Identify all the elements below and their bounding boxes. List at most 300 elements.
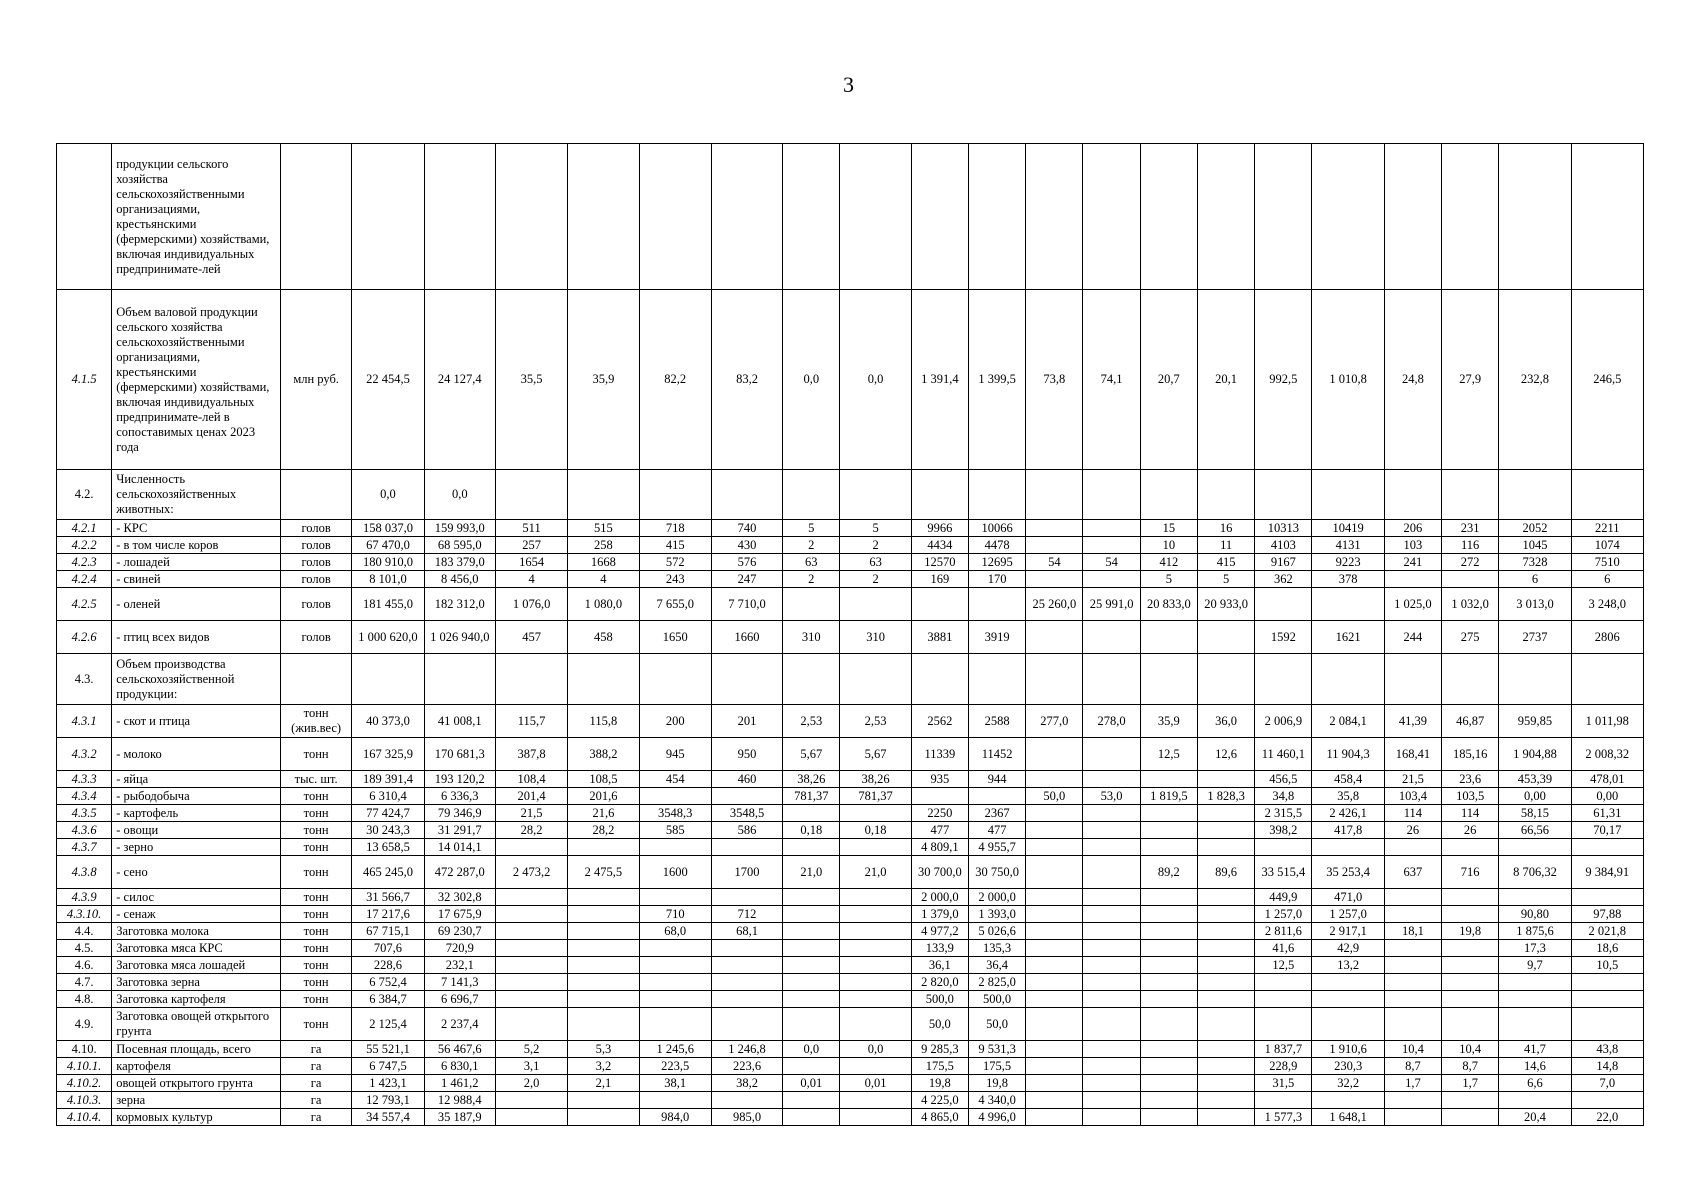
- unit-cell: га: [280, 1041, 351, 1058]
- unit-cell: тонн: [280, 822, 351, 839]
- value-cell: 430: [711, 537, 782, 554]
- value-cell: [1083, 839, 1140, 856]
- value-cell: [1197, 957, 1254, 974]
- value-cell: 158 037,0: [352, 520, 424, 537]
- value-cell: [1197, 889, 1254, 906]
- value-cell: [1197, 1008, 1254, 1041]
- value-cell: 945: [639, 738, 711, 771]
- value-cell: 1592: [1255, 621, 1312, 654]
- value-cell: [1026, 991, 1083, 1008]
- value-cell: 1 011,98: [1571, 705, 1643, 738]
- value-cell: [783, 1058, 840, 1075]
- value-cell: 1600: [639, 856, 711, 889]
- value-cell: [495, 470, 567, 520]
- value-cell: 12570: [911, 554, 968, 571]
- unit-cell: тонн (жив.вес): [280, 705, 351, 738]
- unit-cell: голов: [280, 554, 351, 571]
- value-cell: 24 127,4: [424, 290, 495, 470]
- value-cell: 2 473,2: [495, 856, 567, 889]
- unit-cell: га: [280, 1092, 351, 1109]
- value-cell: 2,53: [783, 705, 840, 738]
- value-cell: [639, 974, 711, 991]
- row-number-cell: 4.3.6: [57, 822, 112, 839]
- table-row: [57, 520, 1644, 537]
- value-cell: 944: [968, 771, 1025, 788]
- value-cell: [1384, 571, 1441, 588]
- row-label-cell: - зерно: [112, 839, 281, 856]
- row-label-cell: - оленей: [112, 588, 281, 621]
- value-cell: 458,4: [1312, 771, 1384, 788]
- value-cell: [1083, 1008, 1140, 1041]
- table-row: [57, 906, 1644, 923]
- value-cell: 12,5: [1140, 738, 1197, 771]
- value-cell: [639, 991, 711, 1008]
- value-cell: 4103: [1255, 537, 1312, 554]
- value-cell: 1 246,8: [711, 1041, 782, 1058]
- value-cell: 1 577,3: [1255, 1109, 1312, 1126]
- value-cell: 35,8: [1312, 788, 1384, 805]
- value-cell: 12695: [968, 554, 1025, 571]
- value-cell: 2 000,0: [968, 889, 1025, 906]
- value-cell: 0,01: [840, 1075, 911, 1092]
- value-cell: 1 393,0: [968, 906, 1025, 923]
- value-cell: 89,2: [1140, 856, 1197, 889]
- value-cell: [1255, 1092, 1312, 1109]
- value-cell: [1197, 974, 1254, 991]
- value-cell: 2 000,0: [911, 889, 968, 906]
- value-cell: 2: [840, 571, 911, 588]
- value-cell: [1312, 144, 1384, 290]
- value-cell: 710: [639, 906, 711, 923]
- value-cell: [783, 1109, 840, 1126]
- table-row: [57, 1075, 1644, 1092]
- value-cell: [1083, 1109, 1140, 1126]
- value-cell: 4478: [968, 537, 1025, 554]
- value-cell: 1 257,0: [1312, 906, 1384, 923]
- value-cell: [1083, 991, 1140, 1008]
- value-cell: [1197, 805, 1254, 822]
- value-cell: [1312, 839, 1384, 856]
- value-cell: 23,6: [1442, 771, 1499, 788]
- value-cell: 20,4: [1499, 1109, 1571, 1126]
- value-cell: [840, 974, 911, 991]
- value-cell: [1026, 974, 1083, 991]
- value-cell: 50,0: [1026, 788, 1083, 805]
- value-cell: [1255, 588, 1312, 621]
- value-cell: [1083, 1075, 1140, 1092]
- value-cell: [840, 839, 911, 856]
- value-cell: [1255, 839, 1312, 856]
- value-cell: 477: [911, 822, 968, 839]
- row-number-cell: 4.5.: [57, 940, 112, 957]
- value-cell: [1312, 1008, 1384, 1041]
- value-cell: 10,4: [1384, 1041, 1441, 1058]
- row-number-cell: [57, 144, 112, 290]
- row-label-cell: Объем производства сельскохозяйственной продукции:: [112, 654, 281, 705]
- table-row: [57, 771, 1644, 788]
- value-cell: [1083, 906, 1140, 923]
- row-number-cell: 4.3.2: [57, 738, 112, 771]
- value-cell: 9167: [1255, 554, 1312, 571]
- table-row: [57, 957, 1644, 974]
- row-number-cell: 4.3.7: [57, 839, 112, 856]
- value-cell: [1442, 889, 1499, 906]
- value-cell: 9 285,3: [911, 1041, 968, 1058]
- value-cell: 46,87: [1442, 705, 1499, 738]
- value-cell: 43,8: [1571, 1041, 1643, 1058]
- value-cell: [1384, 1092, 1441, 1109]
- value-cell: 7 655,0: [639, 588, 711, 621]
- value-cell: 415: [639, 537, 711, 554]
- value-cell: 201,6: [568, 788, 639, 805]
- value-cell: 17 675,9: [424, 906, 495, 923]
- value-cell: 114: [1442, 805, 1499, 822]
- value-cell: 387,8: [495, 738, 567, 771]
- unit-cell: тыс. шт.: [280, 771, 351, 788]
- value-cell: [840, 1092, 911, 1109]
- value-cell: [1083, 923, 1140, 940]
- table-row: [57, 705, 1644, 738]
- value-cell: [424, 654, 495, 705]
- value-cell: 17,3: [1499, 940, 1571, 957]
- value-cell: [1197, 621, 1254, 654]
- value-cell: 8 101,0: [352, 571, 424, 588]
- value-cell: 228,6: [352, 957, 424, 974]
- value-cell: 5,67: [840, 738, 911, 771]
- value-cell: 12 793,1: [352, 1092, 424, 1109]
- row-number-cell: 4.4.: [57, 923, 112, 940]
- value-cell: 6: [1499, 571, 1571, 588]
- value-cell: 9223: [1312, 554, 1384, 571]
- value-cell: [1571, 1008, 1643, 1041]
- value-cell: 1 423,1: [352, 1075, 424, 1092]
- value-cell: [1197, 1109, 1254, 1126]
- value-cell: 18,6: [1571, 940, 1643, 957]
- value-cell: 6 747,5: [352, 1058, 424, 1075]
- row-number-cell: 4.2.4: [57, 571, 112, 588]
- value-cell: [568, 839, 639, 856]
- value-cell: 175,5: [968, 1058, 1025, 1075]
- value-cell: [1083, 654, 1140, 705]
- value-cell: [783, 470, 840, 520]
- value-cell: 182 312,0: [424, 588, 495, 621]
- value-cell: 20,1: [1197, 290, 1254, 470]
- table-row: [57, 822, 1644, 839]
- value-cell: 1654: [495, 554, 567, 571]
- value-cell: 0,0: [352, 470, 424, 520]
- value-cell: [711, 1092, 782, 1109]
- value-cell: 33 515,4: [1255, 856, 1312, 889]
- value-cell: 21,0: [840, 856, 911, 889]
- value-cell: 2250: [911, 805, 968, 822]
- row-number-cell: 4.3.: [57, 654, 112, 705]
- value-cell: 31 566,7: [352, 889, 424, 906]
- value-cell: 55 521,1: [352, 1041, 424, 1058]
- value-cell: [1197, 906, 1254, 923]
- value-cell: 6: [1571, 571, 1643, 588]
- value-cell: 58,15: [1499, 805, 1571, 822]
- value-cell: [1442, 144, 1499, 290]
- value-cell: 2737: [1499, 621, 1571, 654]
- unit-cell: тонн: [280, 889, 351, 906]
- value-cell: [1197, 771, 1254, 788]
- value-cell: [1026, 520, 1083, 537]
- row-number-cell: 4.10.: [57, 1041, 112, 1058]
- value-cell: 1 399,5: [968, 290, 1025, 470]
- value-cell: 572: [639, 554, 711, 571]
- row-label-cell: - картофель: [112, 805, 281, 822]
- value-cell: 32 302,8: [424, 889, 495, 906]
- value-cell: [1571, 974, 1643, 991]
- value-cell: 16: [1197, 520, 1254, 537]
- value-cell: [1255, 974, 1312, 991]
- value-cell: [1026, 1092, 1083, 1109]
- row-label-cell: продукции сельского хозяйства сельскохозяйственными организациями, крестьянскими (фермерскими) хозяйствами, включая индивидуальных предпринимате-лей: [112, 144, 281, 290]
- row-label-cell: Заготовка овощей открытого грунта: [112, 1008, 281, 1041]
- value-cell: 449,9: [1255, 889, 1312, 906]
- value-cell: [1026, 738, 1083, 771]
- value-cell: [568, 906, 639, 923]
- value-cell: 0,0: [783, 290, 840, 470]
- row-label-cell: - силос: [112, 889, 281, 906]
- value-cell: [1197, 144, 1254, 290]
- unit-cell: тонн: [280, 957, 351, 974]
- row-label-cell: Численность сельскохозяйственных животных:: [112, 470, 281, 520]
- value-cell: [911, 788, 968, 805]
- value-cell: 5: [1197, 571, 1254, 588]
- value-cell: [1442, 991, 1499, 1008]
- value-cell: 1 032,0: [1442, 588, 1499, 621]
- value-cell: 5: [1140, 571, 1197, 588]
- value-cell: 41,6: [1255, 940, 1312, 957]
- value-cell: [1312, 974, 1384, 991]
- row-label-cell: Объем валовой продукции сельского хозяйства сельскохозяйственными организациями, крестьянскими (фермерскими) хозяйствами, включая индивидуальных предпринимате-лей в сопоставимых ценах 2023 года: [112, 290, 281, 470]
- value-cell: [783, 940, 840, 957]
- value-cell: [1255, 1008, 1312, 1041]
- value-cell: 25 260,0: [1026, 588, 1083, 621]
- value-cell: 201: [711, 705, 782, 738]
- value-cell: 7510: [1571, 554, 1643, 571]
- value-cell: [968, 144, 1025, 290]
- value-cell: 1 010,8: [1312, 290, 1384, 470]
- value-cell: 54: [1026, 554, 1083, 571]
- value-cell: [1026, 654, 1083, 705]
- value-cell: 12,5: [1255, 957, 1312, 974]
- value-cell: 458: [568, 621, 639, 654]
- value-cell: [1083, 856, 1140, 889]
- value-cell: 1650: [639, 621, 711, 654]
- row-label-cell: Заготовка зерна: [112, 974, 281, 991]
- value-cell: 14,8: [1571, 1058, 1643, 1075]
- value-cell: 275: [1442, 621, 1499, 654]
- value-cell: [1083, 822, 1140, 839]
- value-cell: 231: [1442, 520, 1499, 537]
- value-cell: 1,7: [1442, 1075, 1499, 1092]
- value-cell: 20 833,0: [1140, 588, 1197, 621]
- value-cell: [783, 957, 840, 974]
- value-cell: [424, 144, 495, 290]
- value-cell: 3,1: [495, 1058, 567, 1075]
- value-cell: 193 120,2: [424, 771, 495, 788]
- value-cell: 6 696,7: [424, 991, 495, 1008]
- value-cell: 31 291,7: [424, 822, 495, 839]
- value-cell: 169: [911, 571, 968, 588]
- value-cell: [352, 144, 424, 290]
- value-cell: 232,1: [424, 957, 495, 974]
- value-cell: 9 384,91: [1571, 856, 1643, 889]
- value-cell: 0,0: [424, 470, 495, 520]
- value-cell: 6 384,7: [352, 991, 424, 1008]
- value-cell: 114: [1384, 805, 1441, 822]
- value-cell: 115,7: [495, 705, 567, 738]
- value-cell: 2052: [1499, 520, 1571, 537]
- value-cell: [711, 654, 782, 705]
- value-cell: 4434: [911, 537, 968, 554]
- table-row: [57, 470, 1644, 520]
- unit-cell: тонн: [280, 805, 351, 822]
- value-cell: 718: [639, 520, 711, 537]
- value-cell: [495, 974, 567, 991]
- value-cell: 77 424,7: [352, 805, 424, 822]
- value-cell: 79 346,9: [424, 805, 495, 822]
- unit-cell: голов: [280, 520, 351, 537]
- value-cell: 2 237,4: [424, 1008, 495, 1041]
- value-cell: [840, 906, 911, 923]
- value-cell: [1197, 1092, 1254, 1109]
- value-cell: [1384, 144, 1441, 290]
- value-cell: [1083, 940, 1140, 957]
- unit-cell: [280, 470, 351, 520]
- row-label-cell: картофеля: [112, 1058, 281, 1075]
- value-cell: [1026, 144, 1083, 290]
- value-cell: 6 336,3: [424, 788, 495, 805]
- value-cell: [783, 889, 840, 906]
- value-cell: 26: [1384, 822, 1441, 839]
- value-cell: 41,7: [1499, 1041, 1571, 1058]
- value-cell: [1499, 470, 1571, 520]
- value-cell: [1140, 839, 1197, 856]
- value-cell: 1045: [1499, 537, 1571, 554]
- value-cell: [495, 940, 567, 957]
- value-cell: 35 187,9: [424, 1109, 495, 1126]
- value-cell: [1312, 654, 1384, 705]
- value-cell: [711, 957, 782, 974]
- table-row: [57, 554, 1644, 571]
- value-cell: [783, 991, 840, 1008]
- unit-cell: млн руб.: [280, 290, 351, 470]
- value-cell: 9966: [911, 520, 968, 537]
- value-cell: 167 325,9: [352, 738, 424, 771]
- value-cell: [1083, 144, 1140, 290]
- value-cell: [1026, 470, 1083, 520]
- value-cell: 232,8: [1499, 290, 1571, 470]
- value-cell: 4 809,1: [911, 839, 968, 856]
- value-cell: [1083, 771, 1140, 788]
- value-cell: 50,0: [911, 1008, 968, 1041]
- row-label-cell: - молоко: [112, 738, 281, 771]
- value-cell: [1197, 470, 1254, 520]
- value-cell: 2367: [968, 805, 1025, 822]
- value-cell: 2 825,0: [968, 974, 1025, 991]
- value-cell: [1140, 1109, 1197, 1126]
- value-cell: 6 830,1: [424, 1058, 495, 1075]
- value-cell: 362: [1255, 571, 1312, 588]
- value-cell: [1197, 839, 1254, 856]
- value-cell: 67 715,1: [352, 923, 424, 940]
- value-cell: 5: [783, 520, 840, 537]
- table-row: [57, 537, 1644, 554]
- value-cell: 4 977,2: [911, 923, 968, 940]
- table-row: [57, 974, 1644, 991]
- value-cell: 31,5: [1255, 1075, 1312, 1092]
- value-cell: 19,8: [911, 1075, 968, 1092]
- value-cell: [840, 957, 911, 974]
- value-cell: [568, 991, 639, 1008]
- row-number-cell: 4.7.: [57, 974, 112, 991]
- value-cell: 41,39: [1384, 705, 1441, 738]
- value-cell: [1571, 889, 1643, 906]
- table-row: [57, 991, 1644, 1008]
- row-label-cell: - птиц всех видов: [112, 621, 281, 654]
- value-cell: 5,2: [495, 1041, 567, 1058]
- value-cell: 170: [968, 571, 1025, 588]
- row-number-cell: 4.9.: [57, 1008, 112, 1041]
- value-cell: 185,16: [1442, 738, 1499, 771]
- unit-cell: [280, 144, 351, 290]
- value-cell: 272: [1442, 554, 1499, 571]
- value-cell: 175,5: [911, 1058, 968, 1075]
- value-cell: 398,2: [1255, 822, 1312, 839]
- row-number-cell: 4.2.5: [57, 588, 112, 621]
- row-number-cell: 4.3.3: [57, 771, 112, 788]
- value-cell: 28,2: [495, 822, 567, 839]
- value-cell: [1384, 957, 1441, 974]
- value-cell: 30 750,0: [968, 856, 1025, 889]
- value-cell: [711, 839, 782, 856]
- value-cell: 90,80: [1499, 906, 1571, 923]
- value-cell: 21,6: [568, 805, 639, 822]
- value-cell: [1026, 856, 1083, 889]
- value-cell: [639, 788, 711, 805]
- value-cell: 68 595,0: [424, 537, 495, 554]
- value-cell: [639, 470, 711, 520]
- value-cell: [639, 144, 711, 290]
- value-cell: [639, 1092, 711, 1109]
- value-cell: [1442, 957, 1499, 974]
- row-number-cell: 4.6.: [57, 957, 112, 974]
- value-cell: 35,9: [1140, 705, 1197, 738]
- value-cell: 243: [639, 571, 711, 588]
- value-cell: 36,0: [1197, 705, 1254, 738]
- value-cell: [1140, 974, 1197, 991]
- value-cell: [1083, 889, 1140, 906]
- value-cell: 133,9: [911, 940, 968, 957]
- value-cell: 992,5: [1255, 290, 1312, 470]
- value-cell: 9 531,3: [968, 1041, 1025, 1058]
- value-cell: 83,2: [711, 290, 782, 470]
- value-cell: 4 955,7: [968, 839, 1025, 856]
- value-cell: 3919: [968, 621, 1025, 654]
- value-cell: [711, 991, 782, 1008]
- value-cell: [1442, 906, 1499, 923]
- value-cell: [1255, 991, 1312, 1008]
- row-label-cell: Заготовка молока: [112, 923, 281, 940]
- value-cell: 18,1: [1384, 923, 1441, 940]
- value-cell: 3548,3: [639, 805, 711, 822]
- value-cell: 1074: [1571, 537, 1643, 554]
- value-cell: 230,3: [1312, 1058, 1384, 1075]
- value-cell: 223,6: [711, 1058, 782, 1075]
